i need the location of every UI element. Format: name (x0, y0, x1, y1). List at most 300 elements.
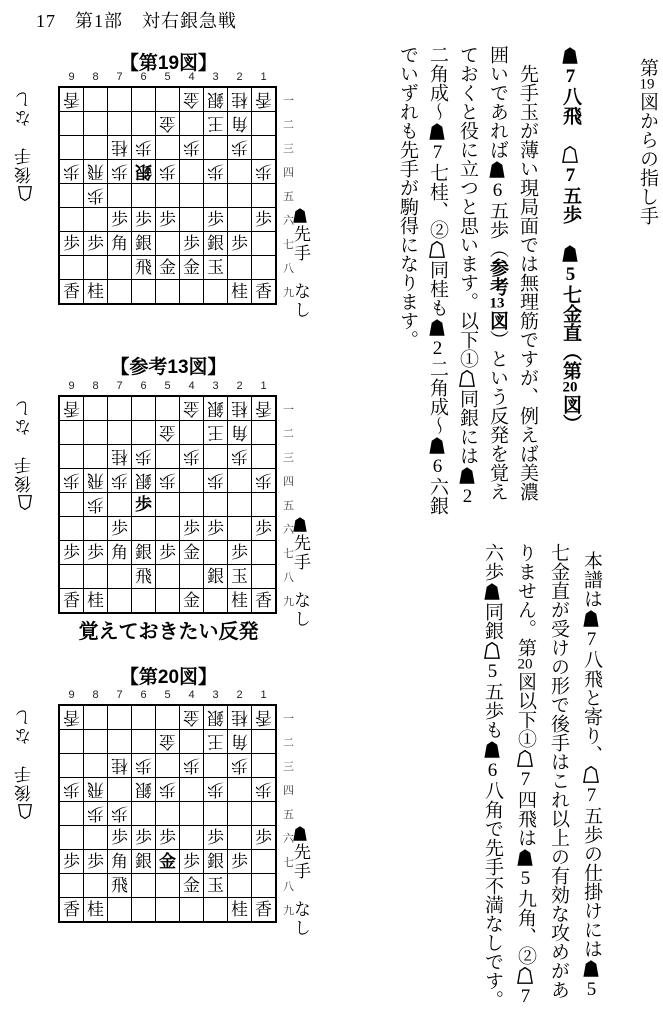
shogi-piece: 歩 (159, 828, 176, 847)
board-cell (84, 802, 107, 825)
board-cell (108, 778, 131, 801)
board-cell (228, 136, 251, 159)
gote-piece-icon (18, 495, 32, 510)
board-cell (60, 184, 83, 207)
rank-label: 一 (283, 713, 294, 725)
rank-label: 四 (283, 785, 294, 797)
shogi-piece: 歩 (183, 756, 200, 775)
shogi-piece: 金 (159, 852, 176, 871)
text-run: 第 (637, 58, 658, 77)
board-cell (132, 160, 155, 183)
board-cell (132, 136, 155, 159)
rank-label: 一 (283, 404, 294, 416)
rank-label: 七 (283, 857, 294, 869)
text-run: ておくと役に立つと思います。以下① (457, 45, 478, 368)
shogi-piece: 角 (111, 852, 128, 871)
text-run: 7七桂、② (427, 142, 448, 239)
board-cell (180, 541, 203, 564)
file-label: 8 (92, 71, 99, 83)
board-cell (108, 730, 131, 753)
rank-label: 五 (283, 809, 294, 821)
board-cell (228, 541, 251, 564)
board-cell (132, 730, 155, 753)
board-cell (180, 280, 203, 303)
board-cell (252, 184, 275, 207)
hand-count-label: なし (15, 398, 34, 436)
gote-hand-label (16, 707, 33, 821)
board-cell (252, 850, 275, 873)
shogi-piece: 香 (255, 900, 272, 919)
rank-label: 四 (283, 167, 294, 179)
text-run: 本譜は (581, 551, 602, 608)
board-cell (204, 136, 227, 159)
shogi-piece: 香 (255, 90, 272, 109)
board-cell (84, 730, 107, 753)
shogi-piece: 歩 (63, 471, 80, 490)
board-cell (156, 898, 179, 921)
shogi-piece: 桂 (87, 282, 104, 301)
board-cell (132, 874, 155, 897)
board-cell (252, 160, 275, 183)
board-cell (156, 421, 179, 444)
board-cell (204, 541, 227, 564)
text-column (549, 543, 568, 1021)
board-cell (132, 541, 155, 564)
board-cell (108, 160, 131, 183)
shogi-piece: 歩 (159, 780, 176, 799)
board-cell (60, 232, 83, 255)
rank-label: 五 (283, 191, 294, 203)
board-cell (252, 88, 275, 111)
rank-label: 三 (283, 761, 294, 773)
file-label: 3 (212, 380, 219, 392)
board-cell (84, 232, 107, 255)
shogi-piece: 銀 (207, 852, 224, 871)
board-cell (132, 280, 155, 303)
rank-label: 八 (283, 263, 294, 275)
board-cell (84, 565, 107, 588)
file-label: 4 (188, 71, 195, 83)
gote-piece-icon (18, 186, 32, 201)
hand-gap (15, 127, 34, 146)
shogi-piece: 銀 (207, 708, 224, 727)
board-cell (204, 112, 227, 135)
board-cell (180, 565, 203, 588)
file-label: 9 (68, 71, 75, 83)
text-column (458, 45, 477, 527)
shogi-piece: 香 (63, 90, 80, 109)
file-label: 6 (140, 689, 147, 701)
board-cell (132, 898, 155, 921)
board-cell (108, 184, 131, 207)
hand-count-label: なし (291, 591, 310, 629)
board-cell (132, 754, 155, 777)
hand-owner-label: 後手 (15, 455, 34, 493)
shogi-piece: 桂 (87, 900, 104, 919)
board-cell (132, 397, 155, 420)
shogi-piece: 飛 (87, 162, 104, 181)
shogi-piece: 歩 (183, 234, 200, 253)
board-cell (132, 706, 155, 729)
tcy-number: 19 (639, 77, 655, 92)
text-run: 5七金直（第 (560, 264, 581, 380)
sente-piece-icon (459, 467, 475, 484)
board-cell (132, 517, 155, 540)
text-run: 図 (487, 311, 508, 330)
board-cell (180, 232, 203, 255)
shogi-piece: 金 (183, 258, 200, 277)
board-cell (228, 874, 251, 897)
file-label: 3 (212, 689, 219, 701)
text-run: 7五歩の仕掛けには (581, 785, 602, 958)
shogi-piece: 王 (207, 423, 224, 442)
text-run: 参考 (487, 258, 508, 296)
shogi-piece: 桂 (87, 591, 104, 610)
board-cell (156, 754, 179, 777)
shogi-piece: 歩 (135, 210, 152, 229)
board-cell (108, 898, 131, 921)
board-cell (132, 850, 155, 873)
board-cell (180, 208, 203, 231)
text-run: 7四飛は (515, 769, 536, 847)
shogi-piece: 飛 (111, 876, 128, 895)
file-label: 3 (212, 71, 219, 83)
tcy-number: 20 (562, 380, 578, 395)
text-column (638, 45, 657, 527)
shogi-piece: 金 (159, 114, 176, 133)
rank-label: 六 (283, 524, 294, 536)
board-cell (84, 112, 107, 135)
board-cell (204, 706, 227, 729)
board-cell (252, 493, 275, 516)
gote-piece-icon (517, 750, 533, 767)
shogi-piece: 角 (231, 114, 248, 133)
board-cell (228, 112, 251, 135)
text-run: 図以下① (515, 672, 536, 748)
shogi-piece: 桂 (111, 756, 128, 775)
rank-label: 八 (283, 572, 294, 584)
text-column (582, 543, 601, 1021)
gote-piece-icon (459, 370, 475, 387)
file-label: 1 (260, 689, 267, 701)
shogi-piece: 歩 (255, 210, 272, 229)
board-cell (108, 493, 131, 516)
board-cell (60, 493, 83, 516)
board-cell (252, 208, 275, 231)
shogi-piece: 歩 (111, 210, 128, 229)
board-cell (180, 850, 203, 873)
shogi-piece: 銀 (207, 567, 224, 586)
shogi-piece: 桂 (111, 138, 128, 157)
board-cell (84, 754, 107, 777)
board-cell (84, 493, 107, 516)
board-cell (204, 469, 227, 492)
shogi-piece: 歩 (231, 447, 248, 466)
board-cell (60, 706, 83, 729)
board-cell (108, 850, 131, 873)
board-cell (132, 493, 155, 516)
board-cell (204, 160, 227, 183)
shogi-piece: 香 (255, 282, 272, 301)
shogi-piece: 銀 (135, 471, 152, 490)
hand-count-label: なし (15, 89, 34, 127)
board-cell (228, 565, 251, 588)
shogi-piece: 銀 (135, 543, 152, 562)
board-cell (60, 541, 83, 564)
rank-label: 九 (283, 905, 294, 917)
board-cell (204, 589, 227, 612)
hand-gap (291, 263, 310, 282)
shogi-board (58, 704, 277, 923)
board-cell (60, 589, 83, 612)
text-run: 七金直が受けの形で後手はこれ以上の有効な攻めがあ (548, 543, 569, 999)
shogi-piece: 歩 (255, 471, 272, 490)
board-cell (108, 208, 131, 231)
board-cell (84, 397, 107, 420)
board-cell (228, 706, 251, 729)
board-cell (252, 517, 275, 540)
board-cell (156, 184, 179, 207)
shogi-piece: 歩 (63, 162, 80, 181)
hand-gap (15, 436, 34, 455)
text-run: 6八角で先手不満なしです。 (482, 760, 503, 1009)
board-cell (84, 256, 107, 279)
board-cell (60, 730, 83, 753)
rank-label: 七 (283, 239, 294, 251)
board-cell (156, 874, 179, 897)
hand-count-label: なし (15, 707, 34, 745)
file-label: 2 (236, 71, 243, 83)
board-cell (180, 256, 203, 279)
board-cell (180, 517, 203, 540)
board-cell (204, 493, 227, 516)
board-cell (252, 730, 275, 753)
shogi-piece: 玉 (231, 567, 248, 586)
shogi-piece: 桂 (231, 591, 248, 610)
shogi-piece: 歩 (207, 471, 224, 490)
board-cell (60, 754, 83, 777)
shogi-piece: 歩 (159, 471, 176, 490)
file-label: 4 (188, 380, 195, 392)
board-cell (228, 88, 251, 111)
shogi-piece: 角 (231, 423, 248, 442)
board-cell (84, 706, 107, 729)
shogi-piece: 銀 (207, 90, 224, 109)
text-column (561, 45, 580, 527)
board-cell (156, 136, 179, 159)
board-cell (180, 88, 203, 111)
commentary-bottom (469, 543, 601, 1021)
board-cell (252, 898, 275, 921)
board-cell (108, 754, 131, 777)
shogi-piece: 金 (183, 399, 200, 418)
board-cell (204, 232, 227, 255)
board-cell (108, 469, 131, 492)
board-cell (228, 208, 251, 231)
board-cell (84, 136, 107, 159)
rank-label: 八 (283, 881, 294, 893)
board-cell (132, 469, 155, 492)
hand-count-label: なし (291, 900, 310, 938)
shogi-piece: 金 (159, 258, 176, 277)
board-cell (180, 421, 203, 444)
shogi-piece: 飛 (135, 567, 152, 586)
board-cell (252, 565, 275, 588)
commentary-top (387, 45, 657, 527)
board-cell (60, 208, 83, 231)
board-cell (84, 88, 107, 111)
board-cell (180, 445, 203, 468)
shogi-piece: 香 (255, 708, 272, 727)
board-cell (132, 256, 155, 279)
board-cell (132, 802, 155, 825)
board-cell (228, 826, 251, 849)
file-label: 7 (116, 71, 123, 83)
shogi-piece: 歩 (135, 828, 152, 847)
shogi-piece: 歩 (135, 447, 152, 466)
file-label: 5 (164, 689, 171, 701)
board-cell (84, 874, 107, 897)
shogi-piece: 歩 (207, 210, 224, 229)
board-cell (156, 469, 179, 492)
board-cell (84, 778, 107, 801)
shogi-piece: 歩 (231, 138, 248, 157)
board-cell (252, 112, 275, 135)
board-cell (60, 421, 83, 444)
board-cell (228, 445, 251, 468)
board-cell (84, 517, 107, 540)
shogi-board (58, 86, 277, 305)
sente-piece-icon (583, 960, 599, 977)
shogi-piece: 歩 (111, 828, 128, 847)
text-run: 6五歩（ (487, 180, 508, 258)
shogi-piece: 飛 (87, 780, 104, 799)
board-cell (204, 208, 227, 231)
text-run: 7 (515, 986, 536, 1007)
board-cell (180, 754, 203, 777)
board-cell (108, 280, 131, 303)
board-cell (156, 517, 179, 540)
shogi-piece: 歩 (207, 519, 224, 538)
sente-piece-icon (562, 47, 578, 64)
text-column (518, 45, 537, 527)
text-run: 同桂も (427, 260, 448, 317)
text-run: 同銀には (457, 389, 478, 465)
shogi-piece: 歩 (231, 234, 248, 253)
board-cell (84, 826, 107, 849)
shogi-piece: 桂 (231, 399, 248, 418)
board-cell (180, 706, 203, 729)
board-cell (156, 397, 179, 420)
diagram-19 (0, 48, 352, 330)
shogi-piece: 歩 (63, 234, 80, 253)
board-cell (228, 421, 251, 444)
hand-owner-label: 先手 (291, 534, 310, 572)
gote-piece-icon (517, 967, 533, 984)
sente-piece-icon (293, 826, 307, 841)
diagram-caption: 【参考13図】 (110, 357, 227, 378)
board-cell (180, 469, 203, 492)
hand-owner-label: 後手 (15, 146, 34, 184)
board-cell (132, 826, 155, 849)
shogi-piece: 歩 (63, 543, 80, 562)
board-cell (204, 280, 227, 303)
board-cell (60, 136, 83, 159)
file-label: 7 (116, 380, 123, 392)
board-cell (60, 565, 83, 588)
gote-piece-icon (562, 146, 578, 163)
file-numbers (60, 380, 275, 392)
board-cell (252, 826, 275, 849)
shogi-piece: 銀 (135, 852, 152, 871)
board-cell (156, 493, 179, 516)
text-run: 5九角、② (515, 868, 536, 965)
board-cell (204, 445, 227, 468)
shogi-piece: 金 (159, 423, 176, 442)
board-cell (156, 256, 179, 279)
text-run: 2 (457, 486, 478, 507)
board-cell (228, 160, 251, 183)
shogi-piece: 歩 (135, 756, 152, 775)
shogi-piece: 玉 (207, 876, 224, 895)
board-cell (108, 232, 131, 255)
board-cell (108, 565, 131, 588)
text-run: 囲いであれば (487, 45, 508, 159)
shogi-piece: 歩 (207, 780, 224, 799)
board-cell (156, 565, 179, 588)
shogi-piece: 歩 (111, 162, 128, 181)
board-cell (204, 850, 227, 873)
file-label: 5 (164, 71, 171, 83)
shogi-piece: 香 (63, 900, 80, 919)
shogi-piece: 歩 (135, 138, 152, 157)
board-cell (156, 826, 179, 849)
text-column (428, 45, 447, 527)
board-cell (108, 88, 131, 111)
text-column (398, 45, 417, 527)
board-cell (228, 469, 251, 492)
page-header: 17 第1部 対右銀急戦 (36, 11, 237, 31)
board-cell (60, 874, 83, 897)
gote-piece-icon (583, 766, 599, 783)
shogi-piece: 香 (63, 591, 80, 610)
diagram-ref13 (0, 352, 352, 654)
board-cell (204, 826, 227, 849)
board-cell (84, 184, 107, 207)
shogi-piece: 香 (255, 399, 272, 418)
board-cell (252, 706, 275, 729)
board-cell (180, 826, 203, 849)
board-cell (228, 232, 251, 255)
rank-label: 六 (283, 215, 294, 227)
board-cell (132, 445, 155, 468)
rank-label: 四 (283, 476, 294, 488)
hand-count-label: なし (291, 282, 310, 320)
board-cell (180, 778, 203, 801)
board-cell (60, 112, 83, 135)
shogi-piece: 桂 (111, 447, 128, 466)
board-cell (252, 874, 275, 897)
board-cell (156, 778, 179, 801)
board-cell (252, 397, 275, 420)
board-cell (60, 445, 83, 468)
shogi-piece: 金 (183, 708, 200, 727)
shogi-piece: 歩 (231, 543, 248, 562)
board-cell (228, 184, 251, 207)
hand-gap (291, 881, 310, 900)
board-cell (84, 160, 107, 183)
shogi-piece: 角 (111, 234, 128, 253)
